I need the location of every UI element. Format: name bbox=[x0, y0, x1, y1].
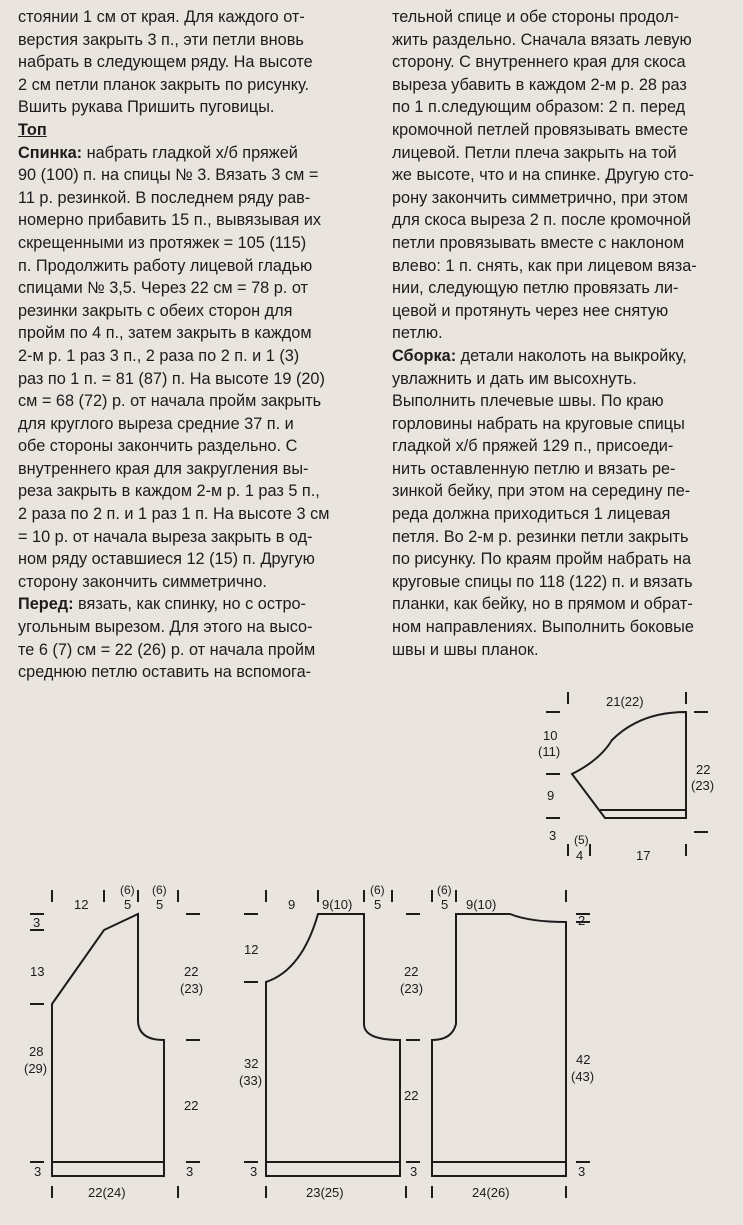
text-line: тельной спице и обе стороны продол- bbox=[392, 8, 680, 26]
back-side-b: (33) bbox=[239, 1073, 263, 1088]
text-line: по рисунку. По краям пройм набрать на bbox=[392, 550, 692, 569]
back-diagram bbox=[244, 890, 420, 1198]
front-armhole-a: 22 bbox=[184, 964, 199, 979]
text-line: рону закончить симметрично, при этом bbox=[392, 188, 688, 207]
jacket-length-a: 42 bbox=[576, 1052, 591, 1067]
text-line: те 6 (7) см = 22 (26) р. от начала пройм bbox=[18, 640, 316, 659]
sleeve-side-height-a: 22 bbox=[696, 762, 711, 777]
text-line: планки, как бейку, но в прямом и обрат- bbox=[392, 595, 693, 614]
text-line: для круглого выреза средние 37 п. и bbox=[18, 414, 294, 433]
text-line: ном ряду оставшиеся 12 (15) п. Другую bbox=[18, 550, 315, 569]
text-line: выреза убавить в каждом 2-м р. 28 раз bbox=[392, 75, 687, 94]
sleeve-outline bbox=[572, 712, 686, 818]
sleeve-top-width: 21(22) bbox=[606, 694, 644, 709]
front-diagram bbox=[30, 890, 200, 1198]
text-line: см = 68 (72) р. от начала пройм закрыть bbox=[18, 392, 322, 411]
text-line: для скоса выреза 2 п. после кромочной bbox=[392, 211, 691, 230]
back-first: набрать гладкой х/б пряжей bbox=[82, 143, 298, 162]
text-line: зинкой бейку, при этом на середину пе- bbox=[392, 482, 691, 501]
text-line: лицевой. Петли плеча закрыть на той bbox=[392, 143, 677, 162]
front-outline bbox=[52, 914, 164, 1176]
front-armhole-b: (23) bbox=[180, 981, 204, 996]
jacket-outline bbox=[432, 914, 566, 1176]
jacket-shoulder: 9(10) bbox=[466, 897, 497, 912]
front-top-dim: 3 bbox=[33, 915, 41, 930]
text-line: нить оставленную петлю и вязать ре- bbox=[392, 459, 676, 478]
text-line: гладкой х/б пряжей 129 п., присоеди- bbox=[392, 437, 674, 456]
text-line: влево: 1 п. снять, как при лицевом вяза- bbox=[392, 256, 697, 275]
front-side-right: 22 bbox=[184, 1098, 199, 1113]
text-line: по 1 п.следующим образом: 2 п. перед bbox=[392, 98, 686, 117]
text-line: набрать в следующем ряду. На высоте bbox=[18, 53, 313, 72]
text-line: среднюю петлю оставить на вспомога- bbox=[18, 663, 312, 682]
front-width: 22(24) bbox=[88, 1185, 126, 1200]
back-outline bbox=[266, 914, 400, 1176]
text-line: жить раздельно. Сначала вязать левую bbox=[392, 30, 692, 49]
text-line: увлажнить и дать им высохнуть. bbox=[392, 369, 637, 388]
back-side-a: 32 bbox=[244, 1056, 259, 1071]
front-rib-right: 3 bbox=[186, 1164, 194, 1179]
text-line: 2 см петли планок закрыть по рисунку. bbox=[18, 75, 310, 94]
jacket-length-b: (43) bbox=[571, 1069, 595, 1084]
text-line: 11 р. резинкой. В последнем ряду рав- bbox=[18, 188, 311, 207]
front-label: Перед: bbox=[18, 595, 74, 614]
text-line: швы и швы планок. bbox=[392, 640, 539, 659]
text-line: угольным вырезом. Для этого на высо- bbox=[18, 618, 313, 637]
jacket-shoulder-x1: (6) bbox=[437, 883, 452, 897]
text-line: сторону закончить симметрично. bbox=[18, 572, 267, 591]
sleeve-side-height-b: (23) bbox=[691, 778, 715, 793]
text-line: обе стороны закончить раздельно. С bbox=[18, 437, 298, 456]
text-line: = 10 р. от начала выреза закрыть в од- bbox=[18, 527, 313, 546]
front-side-a: 28 bbox=[29, 1044, 44, 1059]
front-rib-left: 3 bbox=[34, 1164, 42, 1179]
back-label: Спинка: bbox=[18, 143, 83, 162]
text-line: же высоте, что и на спинке. Другую сто- bbox=[392, 166, 694, 185]
text-line: Выполнить плечевые швы. По краю bbox=[392, 392, 664, 411]
text-line: реза закрыть в каждом 2-м р. 1 раз 5 п., bbox=[18, 482, 320, 501]
back-shoulder-x2: 5 bbox=[374, 897, 382, 912]
text-line: раз по 1 п. = 81 (87) п. На высоте 19 (20) bbox=[18, 369, 325, 388]
text-line: сторону. С внутреннего края для скоса bbox=[392, 53, 686, 72]
text-line: пройм по 4 п., затем закрыть в каждом bbox=[18, 324, 312, 343]
text-line: горловины набрать на круговые спицы bbox=[392, 414, 685, 433]
text-line: цевой и протянуть через нее снятую bbox=[392, 301, 669, 320]
sleeve-cuff-a: (5) bbox=[574, 833, 589, 847]
text-line: круговые спицы по 118 (122) п. и вязать bbox=[392, 572, 693, 591]
front-neck-width: 12 bbox=[74, 897, 89, 912]
text-line: резинки закрыть с обеих сторон для bbox=[18, 301, 293, 320]
text-line: номерно прибавить 15 п., вывязывая их bbox=[18, 211, 322, 230]
text-line: 2-м р. 1 раз 3 п., 2 раза по 2 п. и 1 (3) bbox=[18, 346, 300, 365]
front-shoulder-b2: 5 bbox=[156, 897, 164, 912]
back-shoulder: 9(10) bbox=[322, 897, 353, 912]
back-rib-left: 3 bbox=[250, 1164, 258, 1179]
section-heading: Топ bbox=[18, 120, 47, 139]
front-side-b: (29) bbox=[24, 1061, 48, 1076]
front-shoulder-a2: 5 bbox=[124, 897, 132, 912]
front-shoulder-a1: (6) bbox=[120, 883, 135, 897]
jacket-width: 24(26) bbox=[472, 1185, 510, 1200]
sleeve-diagram bbox=[546, 692, 711, 856]
text-line: п. Продолжить работу лицевой гладью bbox=[18, 256, 313, 275]
text-line: петля. Во 2-м р. резинки петли закрыть bbox=[392, 527, 689, 546]
front-neck-depth: 13 bbox=[30, 964, 45, 979]
back-width: 23(25) bbox=[306, 1185, 344, 1200]
jacket-top-right: 2 bbox=[578, 913, 586, 928]
text-line: верстия закрыть 3 п., эти петли вновь bbox=[18, 30, 304, 49]
text-line: 2 раза по 2 п. и 1 раз 1 п. На высоте 3 см bbox=[18, 505, 330, 524]
text-line: стоянии 1 см от края. Для каждого от- bbox=[18, 8, 305, 26]
sleeve-bottom-width: 17 bbox=[636, 848, 651, 863]
text-line: Вшить рукава Пришить пуговицы. bbox=[18, 98, 275, 117]
sleeve-cap-height-b: (11) bbox=[538, 744, 561, 759]
text-line: скрещенными из протяжек = 105 (115) bbox=[18, 233, 307, 252]
front-shoulder-b1: (6) bbox=[152, 883, 167, 897]
back-rib-right: 3 bbox=[410, 1164, 418, 1179]
assembly-first: детали наколоть на выкройку, bbox=[456, 346, 687, 365]
text-line: спицами № 3,5. Через 22 см = 78 р. от bbox=[18, 279, 308, 298]
sleeve-cuff-height: 3 bbox=[549, 828, 557, 843]
text-line: 90 (100) п. на спицы № 3. Вязать 3 см = bbox=[18, 166, 319, 185]
jacket-shoulder-x2: 5 bbox=[441, 897, 449, 912]
jacket-diagram bbox=[432, 890, 590, 1198]
assembly-label: Сборка: bbox=[392, 346, 457, 365]
text-line: кромочной петлей провязывать вместе bbox=[392, 120, 689, 139]
sleeve-cap-height-a: 10 bbox=[543, 728, 558, 743]
back-shoulder-x1: (6) bbox=[370, 883, 385, 897]
jacket-rib-right: 3 bbox=[578, 1164, 586, 1179]
back-neck-half: 9 bbox=[288, 897, 296, 912]
back-neck-height: 12 bbox=[244, 942, 259, 957]
back-armhole-a: 22 bbox=[404, 964, 419, 979]
text-line: ном направлениях. Выполнить боковые bbox=[392, 618, 694, 637]
front-first: вязать, как спинку, но с остро- bbox=[73, 595, 306, 614]
text-line: петлю. bbox=[392, 324, 443, 343]
text-line: внутреннего края для закругления вы- bbox=[18, 459, 309, 478]
sleeve-cuff-b: 4 bbox=[576, 848, 584, 863]
back-armhole-b: (23) bbox=[400, 981, 424, 996]
text-line: нии, следующую петлю провязать ли- bbox=[392, 279, 679, 298]
back-side-right: 22 bbox=[404, 1088, 419, 1103]
sleeve-lower-height: 9 bbox=[547, 788, 555, 803]
text-line: петли провязывать вместе с наклоном bbox=[392, 233, 685, 252]
text-line: реда должна приходиться 1 лицевая bbox=[392, 505, 671, 524]
